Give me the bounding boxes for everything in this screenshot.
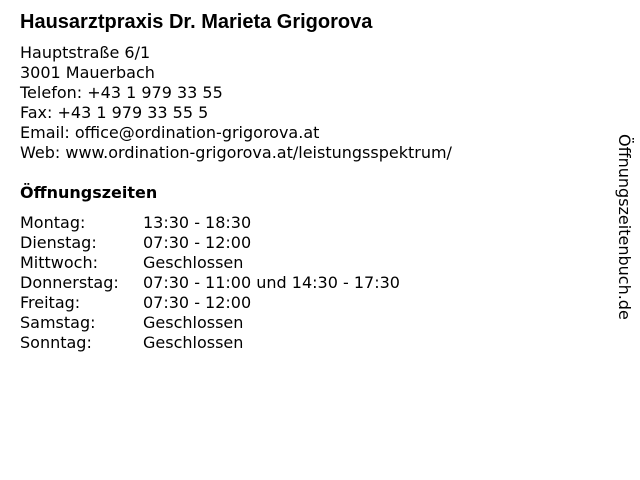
day-hours: Geschlossen: [143, 333, 244, 352]
day-label: Montag:: [20, 213, 86, 232]
day-hours: 07:30 - 12:00: [143, 233, 252, 252]
day-label: Dienstag:: [20, 233, 97, 252]
opening-hours-heading: Öffnungszeiten: [20, 183, 158, 202]
day-hours: Geschlossen: [143, 313, 244, 332]
day-label: Samstag:: [20, 313, 96, 332]
day-label: Freitag:: [20, 293, 81, 312]
phone-number: Telefon: +43 1 979 33 55: [20, 83, 223, 102]
website-url: Web: www.ordination-grigorova.at/leistungsspektrum/: [20, 143, 452, 162]
day-label: Mittwoch:: [20, 253, 98, 272]
day-label: Donnerstag:: [20, 273, 119, 292]
practice-title: Hausarztpraxis Dr. Marieta Grigorova: [20, 11, 373, 33]
day-hours: Geschlossen: [143, 253, 244, 272]
fax-number: Fax: +43 1 979 33 55 5: [20, 103, 209, 122]
address-city: 3001 Mauerbach: [20, 63, 155, 82]
day-hours: 07:30 - 11:00 und 14:30 - 17:30: [143, 273, 400, 292]
day-hours: 07:30 - 12:00: [143, 293, 252, 312]
address-street: Hauptstraße 6/1: [20, 43, 151, 62]
site-brand-watermark: Öffnungszeitenbuch.de: [615, 134, 634, 320]
contact-block: [20, 43, 452, 163]
day-hours: 13:30 - 18:30: [143, 213, 252, 232]
day-label: Sonntag:: [20, 333, 92, 352]
email-address: Email: office@ordination-grigorova.at: [20, 123, 320, 142]
